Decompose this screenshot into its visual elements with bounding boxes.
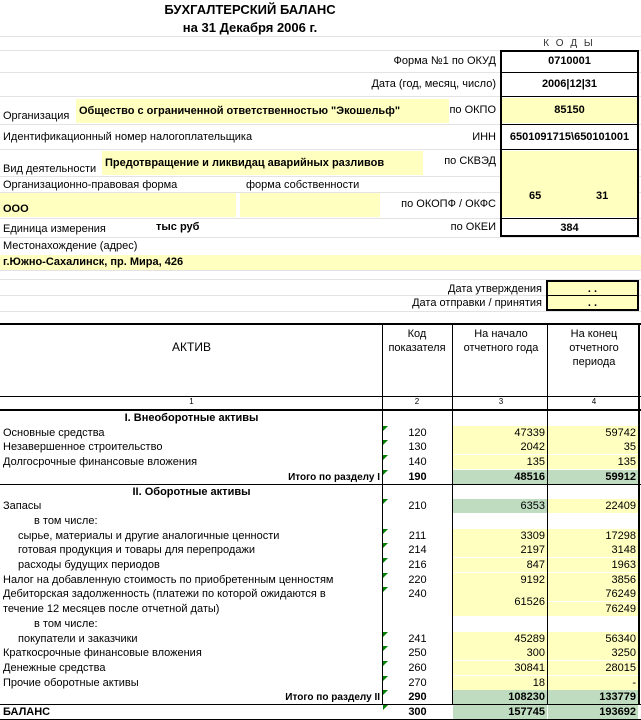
row-label: БАЛАНС [3,706,51,718]
row-end-value: 193692 [599,706,636,718]
okei-value: 384 [560,222,579,234]
okopf-value: 65 [529,190,542,202]
row-code: 214 [408,544,427,557]
okfs-value: 31 [596,190,609,202]
grid-line [0,237,641,238]
table-row [0,411,641,426]
sent-label: Дата отправки / принятия [412,297,542,309]
row-label: Долгосрочные финансовые вложения [3,456,198,469]
row-end-value: 56340 [605,632,636,645]
inn-label: Идентификационный номер налогоплательщика [3,131,253,143]
table-row [0,690,641,705]
row-start-value: 300 [526,647,545,660]
okopf-label: по ОКОПФ / ОКФС [401,198,496,210]
table-row [0,705,641,720]
row-start-value: 18 [532,676,545,689]
sent-value: . . [587,297,598,309]
inn-value: 6501091715\650101001 [509,131,630,143]
okei-label: по ОКЕИ [450,221,496,233]
row-label: Прочие оборотные активы [3,676,139,689]
legal-form-value: ООО [3,203,29,215]
unit-value: тыс руб [156,221,200,233]
row-code: 260 [408,661,427,674]
grid-line [0,270,641,271]
row-end-value: 59742 [605,426,636,439]
form-code: 0710001 [548,55,591,67]
row-label: Итого по разделу II [285,692,380,704]
date-value: 2006|12|31 [541,78,598,90]
row-label: Основные средства [3,426,105,439]
row-code: 190 [408,470,427,483]
row-start-value: 108230 [508,691,545,704]
row-end-value: 133779 [599,691,636,704]
row-end-value: - [632,676,636,689]
row-end-value: 3148 [611,544,636,557]
table-row [0,455,641,470]
row-end-value: 76249 [605,588,636,601]
col-asset-header: АКТИВ [172,340,211,354]
row-code: 270 [408,676,427,689]
row-end-value: 28015 [605,661,636,674]
legal-form-label: Организационно-правовая форма [3,179,178,191]
row-label: Дебиторская задолженность (платежи по которой ожидаются в [3,588,326,601]
row-code: 241 [408,632,427,645]
grid-line [0,311,641,312]
row-code: 211 [408,529,427,542]
col-end-header: На конец отчетного периода [569,328,619,368]
row-end-value: 3250 [611,647,636,660]
row-start-value: 3309 [520,529,545,542]
row-label: сырье, материалы и другие аналогичные ценности [18,529,280,542]
grid-line [0,279,641,280]
table-row [0,440,641,455]
row-end-value: 135 [617,456,636,469]
table-row [0,499,641,514]
unit-label: Единица измерения [3,223,106,235]
row-start-value: 847 [526,559,545,571]
codes-header: К О Д Ы [543,38,595,49]
row-label: Краткосрочные финансовые вложения [3,647,202,660]
date-label: Дата (год, месяц, число) [371,78,496,90]
row-code: 240 [408,588,427,601]
form-label: Форма №1 по ОКУД [393,55,496,67]
approval-label: Дата утверждения [448,283,542,295]
table-row [0,632,641,647]
row-code: 220 [408,573,427,586]
row-end-value: 3856 [611,573,636,586]
row-code: 216 [408,559,427,571]
col-num-1: 1 [189,397,194,406]
table-row [0,646,641,661]
table-row [0,676,641,691]
row-start-value: 48516 [514,470,545,483]
col-num-4: 4 [591,397,597,406]
row-label: Запасы [3,500,42,513]
address-label: Местонахождение (адрес) [3,240,138,252]
row-code: 140 [408,456,427,469]
row-code: 210 [408,500,427,513]
row-start-value: 47339 [514,426,545,439]
row-start-value: 2197 [520,544,545,557]
row-label: II. Оборотные активы [132,485,251,498]
table-row [0,661,641,676]
table-row [0,558,641,573]
row-end-value: 76249 [605,603,636,616]
inn-short: ИНН [472,131,496,143]
okpo-value: 85150 [554,104,585,116]
row-start-value: 157745 [508,706,545,718]
col-code-header: Код показателя [388,328,446,354]
okved-label: по СКВЭД [444,155,496,167]
row-label: Денежные средства [3,661,106,674]
table-row [0,485,641,500]
activity-label: Вид деятельности [3,163,97,175]
table-row [0,529,641,544]
org-label: Организация [3,110,70,122]
col-num-2: 2 [414,397,420,406]
approval-value: . . [587,283,598,295]
row-label: I. Внеоборотные активы [124,412,259,424]
page-subtitle: на 31 Декабря 2006 г. [182,20,318,35]
activity-value: Предотвращение и ликвидац аварийных разливов [102,151,423,175]
row-code: 290 [408,691,427,704]
row-start-value: 2042 [520,441,545,454]
org-name: Общество с ограниченной ответственностью "Экошельф" [76,99,449,123]
row-label: Незавершенное строительство [3,441,163,454]
row-code: 130 [408,441,427,454]
row-label: Итого по разделу I [288,471,380,483]
row-label: течение 12 месяцев после отчетной даты) [3,603,220,616]
row-label: покупатели и заказчики [18,632,138,645]
okpo-label: по ОКПО [449,104,496,116]
table-row [0,470,641,485]
table-row [0,587,641,609]
row-label: расходы будущих периодов [18,559,160,571]
col-start-header: На начало отчетного года [463,328,539,354]
grid-line [0,295,641,296]
row-start-value: 6353 [520,500,545,513]
row-label: в том числе: [34,514,98,527]
row-code: 250 [408,647,427,660]
row-end-value: 17298 [605,529,636,542]
col-num-3: 3 [498,397,504,406]
row-label: готовая продукция и товары для перепродажи [18,544,255,557]
row-end-value: 35 [623,441,636,454]
page-title: БУХГАЛТЕРСКИЙ БАЛАНС [164,2,336,17]
row-code: 300 [408,706,427,718]
row-label: Налог на добавленную стоимость по приобретенным ценностям [3,573,334,586]
row-end-value: 22409 [605,500,636,513]
table-row [0,543,641,558]
row-start-value: 30841 [514,661,545,674]
row-start-value: 45289 [514,632,545,645]
address-value: г.Южно-Сахалинск, пр. Мира, 426 [0,255,641,270]
row-start-value: 9192 [520,573,545,586]
row-label: в том числе: [34,617,98,630]
table-row [0,617,641,632]
table-row [0,602,641,617]
table-row [0,514,641,529]
table-row [0,573,641,588]
row-start-value: 135 [526,456,545,469]
row-end-value: 59912 [605,470,636,483]
ownership-label: форма собственности [246,179,360,191]
table-row [0,426,641,441]
row-start-value: 61526 [514,596,545,609]
row-end-value: 1963 [611,559,636,571]
row-code: 120 [408,426,427,439]
